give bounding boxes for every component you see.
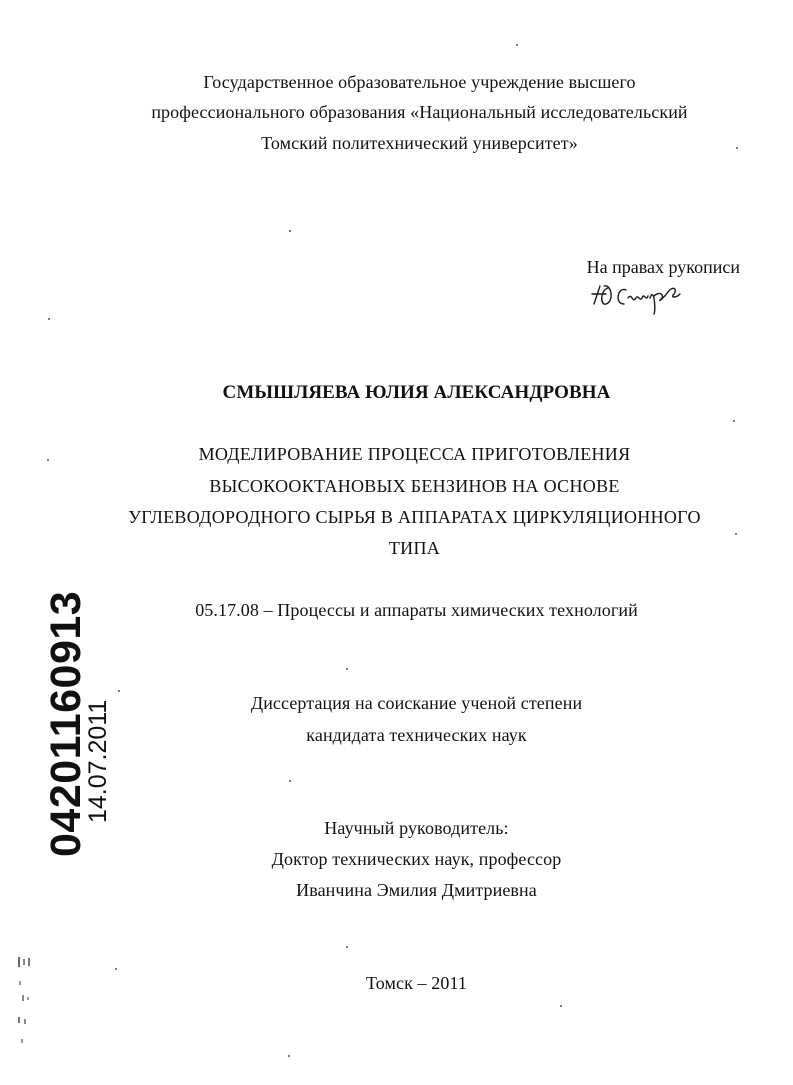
advisor-name: Иванчина Эмилия Дмитриевна (296, 880, 537, 900)
scan-speck (47, 459, 49, 461)
scan-speck (346, 668, 348, 670)
specialty-code: 05.17.08 – Процессы и аппараты химических технологий (195, 600, 638, 620)
scan-speck (118, 690, 120, 692)
library-barcode-number: 04201160913 (42, 590, 90, 857)
dissertation-line-2: кандидата технических наук (306, 725, 527, 745)
scan-speck (346, 946, 348, 948)
manuscript-rights-note: На правах рукописи (586, 257, 740, 277)
scan-speck (736, 147, 738, 149)
handwritten-signature (588, 276, 688, 316)
library-stamp-date: 14.07.2011 (84, 699, 112, 823)
institution-line-3: Томский политехнический университет» (261, 133, 578, 153)
title-line-4: ТИПА (388, 538, 441, 558)
title-line-3: УГЛЕВОДОРОДНОГО СЫРЬЯ В АППАРАТАХ ЦИРКУЛЯЦИОННОГО (128, 507, 701, 527)
scan-speck (48, 318, 50, 320)
scan-speck (288, 1055, 290, 1057)
scan-speck (560, 1005, 562, 1007)
dissertation-line-1: Диссертация на соискание ученой степени (250, 693, 583, 713)
scan-speck (289, 230, 291, 232)
scan-speck (735, 533, 737, 535)
advisor-label: Научный руководитель: (324, 818, 509, 838)
advisor-degree: Доктор технических наук, профессор (271, 849, 562, 869)
scan-speck (516, 44, 518, 46)
institution-line-1: Государственное образовательное учреждение высшего (203, 72, 636, 92)
author-name: СМЫШЛЯЕВА ЮЛИЯ АЛЕКСАНДРОВНА (222, 382, 611, 403)
institution-line-2: профессионального образования «Национальный исследовательский (151, 102, 688, 122)
scan-speck (289, 780, 291, 782)
binding-edge-marks (14, 955, 44, 1055)
city-year: Томск – 2011 (366, 973, 467, 993)
scan-speck (733, 420, 735, 422)
title-line-2: ВЫСОКООКТАНОВЫХ БЕНЗИНОВ НА ОСНОВЕ (209, 476, 620, 496)
scan-speck (115, 968, 117, 970)
title-line-1: МОДЕЛИРОВАНИЕ ПРОЦЕССА ПРИГОТОВЛЕНИЯ (198, 444, 631, 464)
